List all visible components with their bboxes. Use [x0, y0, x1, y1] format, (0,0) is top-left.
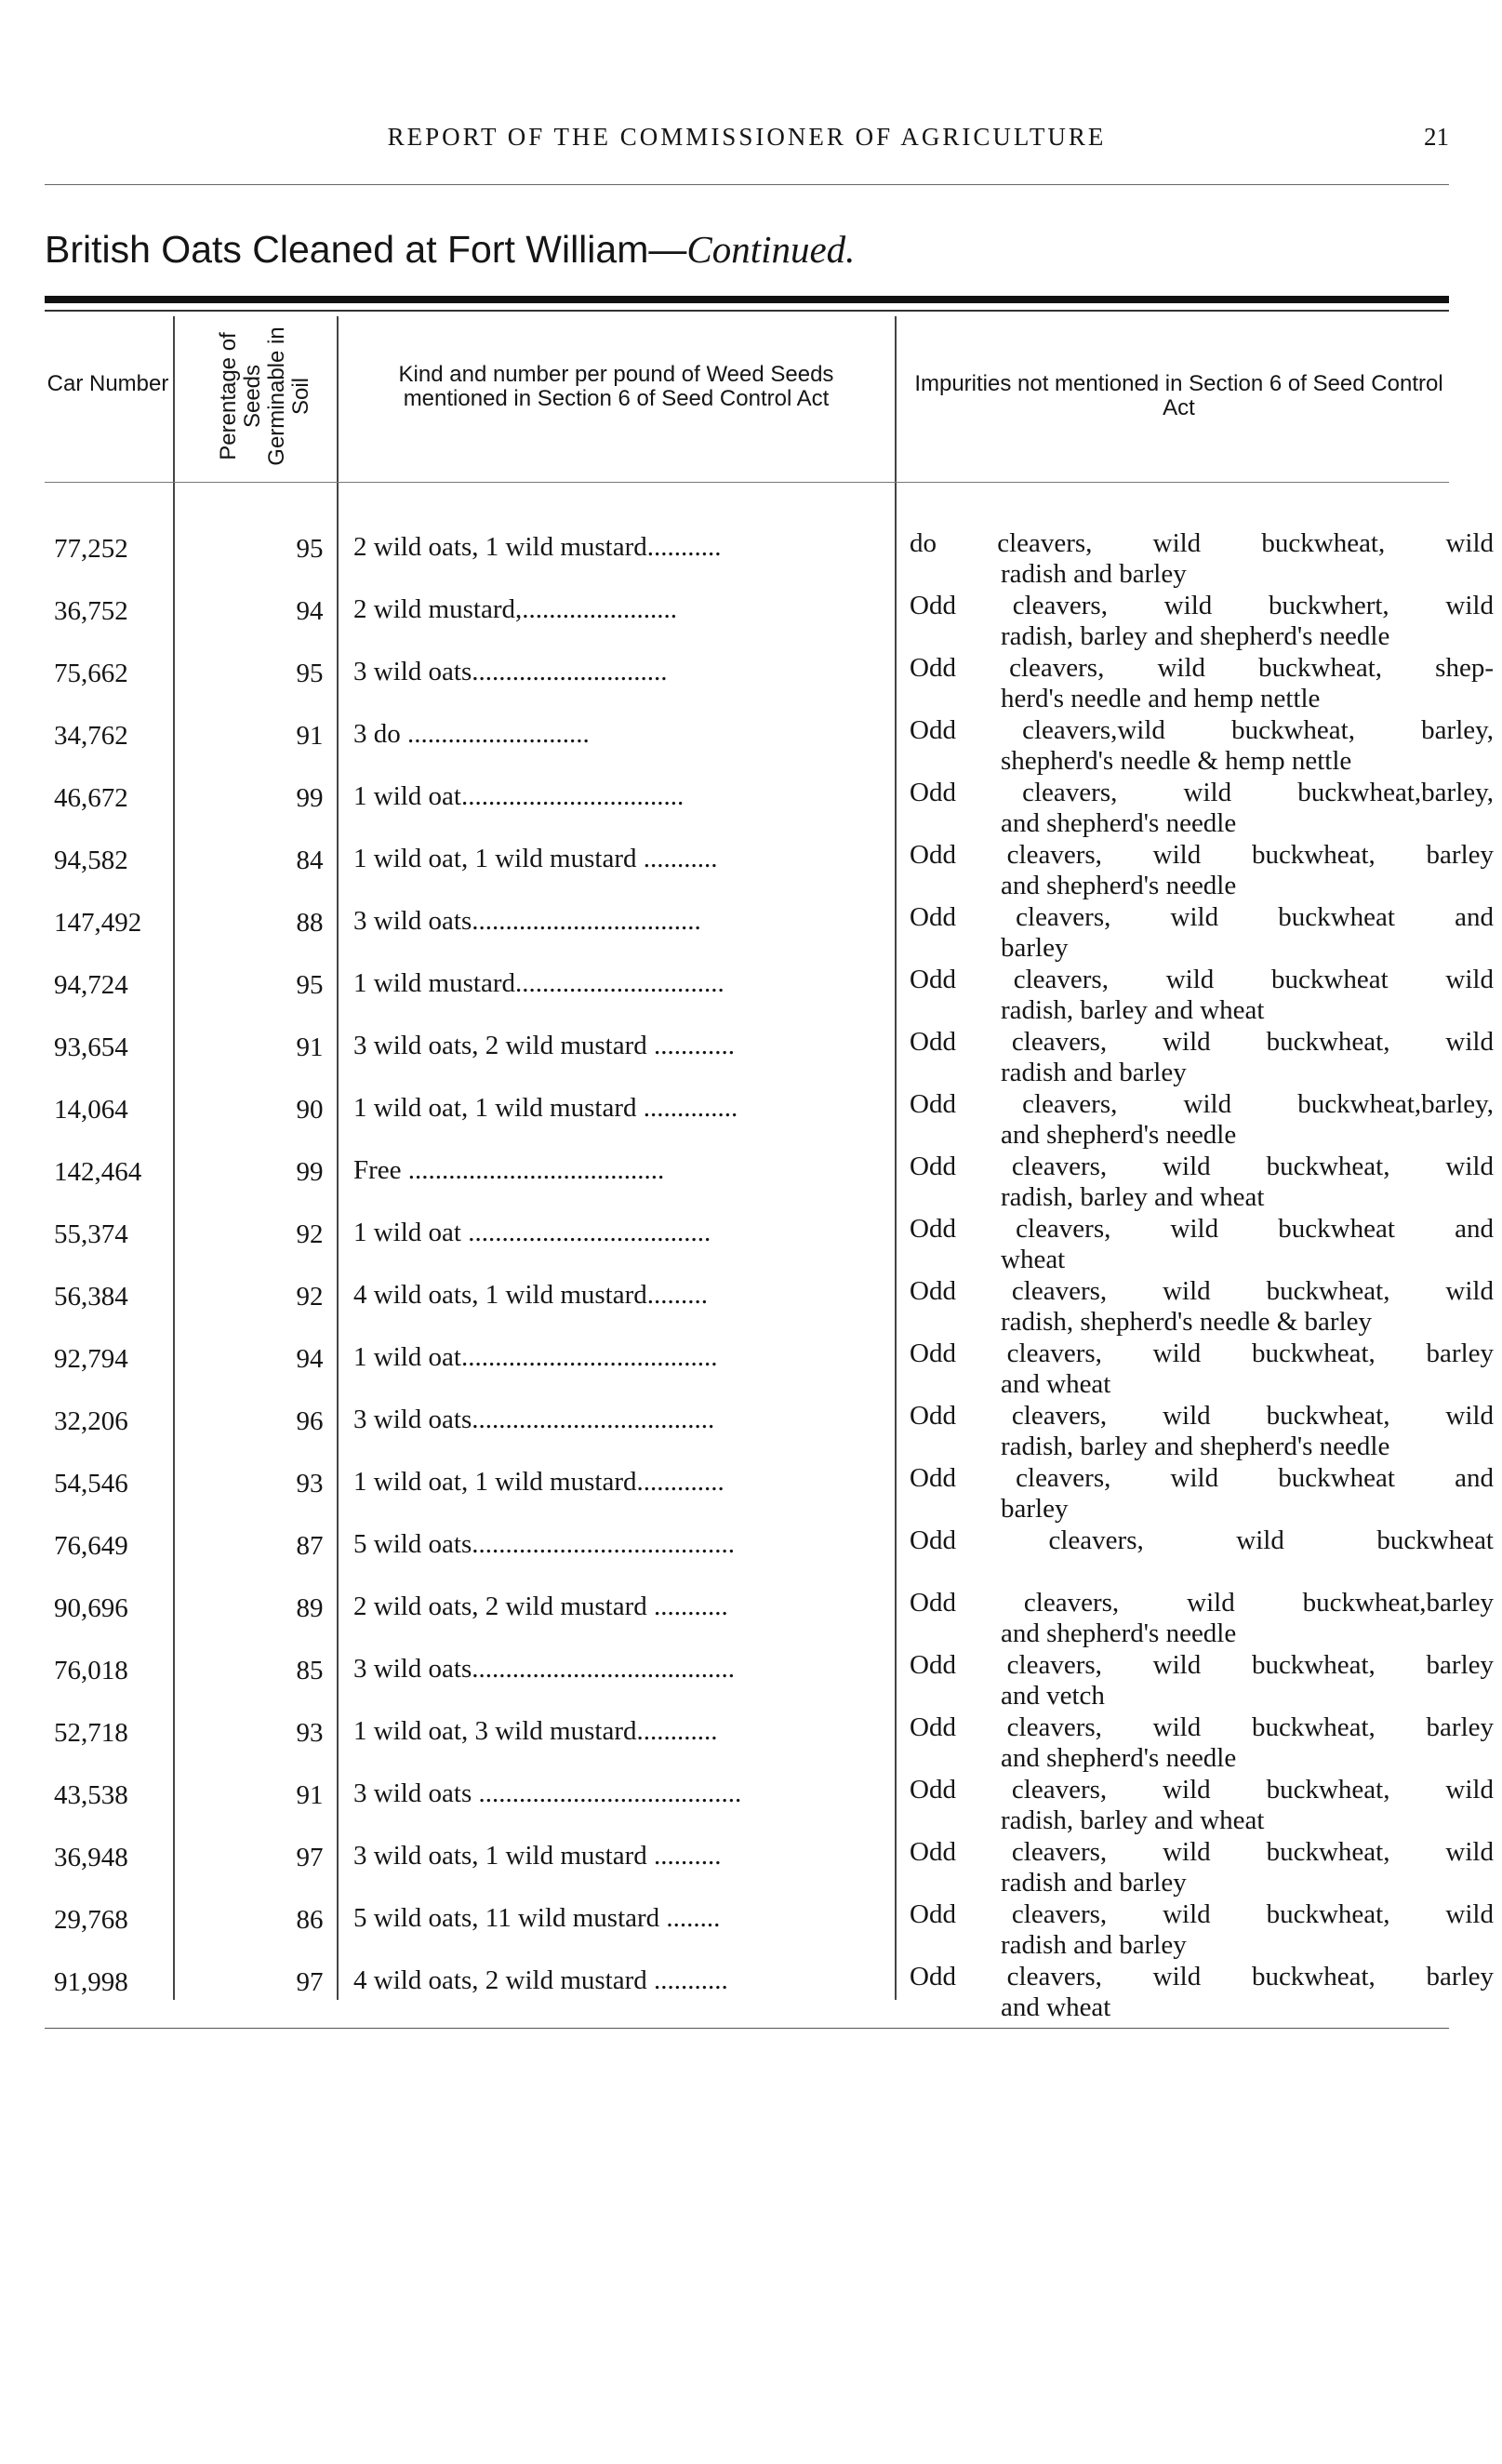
impurities-line-1: Odd cleavers, wild buckwheat,barley,	[910, 1089, 1494, 1119]
weed-seeds: 3 wild oats..................................	[353, 906, 701, 936]
car-number: 142,464	[54, 1157, 142, 1187]
germination-percentage: 96	[296, 1406, 324, 1436]
weed-seeds: 1 wild mustard...............................	[353, 968, 724, 998]
table-row	[45, 1206, 1494, 1274]
impurities	[910, 1152, 1494, 1213]
car-number: 76,649	[54, 1531, 128, 1561]
impurities	[910, 1401, 1494, 1462]
impurities-line-1: Odd cleavers, wild buckwheat, wild	[910, 1899, 1494, 1929]
table-row	[45, 521, 1494, 589]
car-number: 93,654	[54, 1032, 128, 1062]
running-head	[45, 119, 1449, 156]
car-number: 46,672	[54, 783, 128, 813]
weed-seeds: 2 wild oats, 1 wild mustard...........	[353, 532, 722, 562]
germination-percentage: 89	[296, 1593, 324, 1623]
car-number: 75,662	[54, 659, 128, 688]
impurities-line-2: and shepherd's needle	[1001, 871, 1237, 900]
car-number: 56,384	[54, 1282, 128, 1312]
table-row	[45, 1393, 1494, 1461]
germination-percentage: 88	[296, 908, 324, 938]
impurities-line-2: and vetch	[1001, 1681, 1105, 1711]
page-number: 21	[1424, 123, 1449, 151]
impurities	[910, 1775, 1494, 1836]
impurities-line-2: barley	[1001, 933, 1069, 963]
impurities-line-1: Odd cleavers, wild buckwheat, wild	[910, 1027, 1494, 1057]
table-row	[45, 1331, 1494, 1399]
impurities-line-1: Odd cleavers, wild buckwheat, barley	[910, 1339, 1494, 1368]
column-header-car: Car Number	[47, 371, 169, 396]
impurities	[910, 715, 1494, 777]
car-number: 90,696	[54, 1593, 128, 1623]
weed-seeds: 4 wild oats, 1 wild mustard.........	[353, 1280, 709, 1310]
page-title-main: British Oats Cleaned at Fort William—	[45, 228, 687, 271]
impurities-line-2: radish, barley and shepherd's needle	[1001, 621, 1390, 651]
page-title-continued: Continued.	[686, 228, 856, 271]
car-number: 54,546	[54, 1469, 128, 1498]
table-row	[45, 1705, 1494, 1773]
impurities-line-2: and wheat	[1001, 1992, 1111, 2022]
impurities	[910, 1712, 1494, 1774]
impurities-line-1: Odd cleavers, wild buckwheat, shep-	[910, 653, 1494, 683]
weed-seeds: 3 wild oats, 2 wild mustard ............	[353, 1031, 736, 1060]
impurities-line-2: herd's needle and hemp nettle	[1001, 684, 1321, 713]
column-header-weed: Kind and number per pound of Weed Seeds mentioned in Section 6 of Seed Control Act	[398, 362, 834, 411]
germination-percentage: 94	[296, 1344, 324, 1374]
impurities	[910, 778, 1494, 839]
germination-percentage: 94	[296, 596, 324, 626]
germination-percentage: 93	[296, 1718, 324, 1748]
table-row	[45, 1767, 1494, 1835]
car-number: 14,064	[54, 1095, 128, 1125]
impurities-line-1: Odd cleavers, wild buckwheat and	[910, 1214, 1494, 1244]
impurities-line-2: and shepherd's needle	[1001, 1743, 1237, 1773]
weed-seeds: 3 wild oats, 1 wild mustard ..........	[353, 1841, 722, 1871]
weed-seeds: 2 wild mustard,.......................	[353, 594, 677, 624]
impurities-line-1: Odd cleavers, wild buckwheat, wild	[910, 1276, 1494, 1306]
impurities-line-1: Odd cleavers, wild buckwheat, barley	[910, 1712, 1494, 1742]
weed-seeds: 1 wild oat......................................	[353, 1342, 718, 1372]
impurities-line-2: radish and barley	[1001, 1930, 1187, 1960]
weed-seeds: 1 wild oat, 3 wild mustard............	[353, 1716, 718, 1746]
impurities-line-2: and shepherd's needle	[1001, 1618, 1237, 1648]
weed-seeds: 1 wild oat ....................................	[353, 1218, 711, 1247]
impurities	[910, 1027, 1494, 1088]
column-header-percentage	[195, 322, 335, 471]
germination-percentage: 90	[296, 1095, 324, 1125]
impurities-line-1: Odd cleavers, wild buckwheat	[910, 1525, 1494, 1555]
car-number: 92,794	[54, 1344, 128, 1374]
weed-seeds: 5 wild oats.......................................	[353, 1529, 736, 1559]
impurities	[910, 840, 1494, 901]
germination-percentage: 92	[296, 1282, 324, 1312]
impurities	[910, 1525, 1494, 1556]
table-top-rule	[45, 310, 1449, 312]
table-row	[45, 1269, 1494, 1337]
page-title	[45, 227, 855, 272]
column-header-percentage-text: Perentage of Seeds Germinable in Soil	[216, 326, 313, 466]
germination-percentage: 86	[296, 1905, 324, 1935]
impurities-line-1: Odd cleavers, wild buckwheat, wild	[910, 1837, 1494, 1867]
impurities	[910, 1650, 1494, 1711]
table-row	[45, 583, 1494, 651]
germination-percentage: 85	[296, 1656, 324, 1685]
weed-seeds: 1 wild oat, 1 wild mustard ...........	[353, 844, 718, 873]
title-thick-rule	[45, 296, 1449, 303]
table-row	[45, 1144, 1494, 1212]
impurities	[910, 591, 1494, 652]
table-row	[45, 708, 1494, 776]
impurities	[910, 1962, 1494, 2023]
impurities	[910, 528, 1494, 590]
germination-percentage: 99	[296, 1157, 324, 1187]
impurities-line-2: wheat	[1001, 1245, 1066, 1274]
impurities	[910, 1588, 1494, 1649]
impurities	[910, 902, 1494, 964]
germination-percentage: 87	[296, 1531, 324, 1561]
impurities-line-2: radish, barley and wheat	[1001, 995, 1265, 1025]
impurities-line-1: Odd cleavers, wild buckwheat and	[910, 1463, 1494, 1493]
impurities-line-2: radish, barley and wheat	[1001, 1805, 1265, 1835]
impurities-line-2: radish, barley and shepherd's needle	[1001, 1432, 1390, 1461]
impurities-line-1: Odd cleavers, wild buckwheat,barley,	[910, 778, 1494, 807]
weed-seeds: 1 wild oat, 1 wild mustard.............	[353, 1467, 724, 1497]
impurities-line-1: Odd cleavers, wild buckwheat, wild	[910, 1401, 1494, 1431]
car-number: 91,998	[54, 1967, 128, 1997]
table-row	[45, 1580, 1494, 1648]
germination-percentage: 91	[296, 721, 324, 751]
impurities-line-1: Odd cleavers, wild buckwheat and	[910, 902, 1494, 932]
impurities	[910, 1214, 1494, 1275]
table-row	[45, 957, 1494, 1025]
impurities	[910, 1089, 1494, 1151]
impurities	[910, 965, 1494, 1026]
germination-percentage: 95	[296, 659, 324, 688]
impurities-line-2: and shepherd's needle	[1001, 1120, 1237, 1150]
impurities-line-1: Odd cleavers, wild buckwheat wild	[910, 965, 1494, 994]
impurities	[910, 1339, 1494, 1400]
weed-seeds: 5 wild oats, 11 wild mustard ........	[353, 1903, 721, 1933]
header-rule	[45, 184, 1449, 185]
impurities-line-2: radish, barley and wheat	[1001, 1182, 1265, 1212]
weed-seeds: 4 wild oats, 2 wild mustard ...........	[353, 1965, 728, 1995]
impurities-line-1: Odd cleavers, wild buckwheat, wild	[910, 1775, 1494, 1805]
table-row	[45, 1954, 1494, 2022]
table-row	[45, 895, 1494, 963]
germination-percentage: 95	[296, 534, 324, 564]
car-number: 94,724	[54, 970, 128, 1000]
table-row	[45, 1019, 1494, 1087]
impurities-line-2: radish and barley	[1001, 1868, 1187, 1898]
impurities-line-2: radish, shepherd's needle & barley	[1001, 1307, 1373, 1337]
impurities-line-2: barley	[1001, 1494, 1069, 1524]
weed-seeds: Free ......................................	[353, 1155, 665, 1185]
impurities-line-1: Odd cleavers, wild buckwhert, wild	[910, 591, 1494, 620]
impurities-line-2: radish and barley	[1001, 1058, 1187, 1087]
impurities	[910, 653, 1494, 714]
impurities	[910, 1463, 1494, 1525]
impurities-line-1: Odd cleavers, wild buckwheat,barley	[910, 1588, 1494, 1618]
germination-percentage: 91	[296, 1780, 324, 1810]
car-number: 34,762	[54, 721, 128, 751]
table-row	[45, 1082, 1494, 1150]
car-number: 77,252	[54, 534, 128, 564]
car-number: 29,768	[54, 1905, 128, 1935]
impurities-line-1: Odd cleavers, wild buckwheat, barley	[910, 1650, 1494, 1680]
car-number: 52,718	[54, 1718, 128, 1748]
impurities	[910, 1837, 1494, 1898]
table-row	[45, 1892, 1494, 1960]
weed-seeds: 2 wild oats, 2 wild mustard ...........	[353, 1592, 728, 1621]
car-number: 36,752	[54, 596, 128, 626]
germination-percentage: 99	[296, 783, 324, 813]
weed-seeds: 3 do ...........................	[353, 719, 590, 749]
impurities-line-1: Odd cleavers, wild buckwheat, barley	[910, 1962, 1494, 1991]
weed-seeds: 3 wild oats.......................................	[353, 1654, 736, 1684]
germination-percentage: 97	[296, 1843, 324, 1872]
germination-percentage: 91	[296, 1032, 324, 1062]
germination-percentage: 93	[296, 1469, 324, 1498]
weed-seeds: 1 wild oat.................................	[353, 781, 685, 811]
table-row	[45, 646, 1494, 713]
weed-seeds: 3 wild oats .......................................	[353, 1778, 742, 1808]
germination-percentage: 92	[296, 1219, 324, 1249]
germination-percentage: 95	[296, 970, 324, 1000]
car-number: 55,374	[54, 1219, 128, 1249]
car-number: 76,018	[54, 1656, 128, 1685]
weed-seeds: 1 wild oat, 1 wild mustard ..............	[353, 1093, 738, 1123]
impurities	[910, 1276, 1494, 1338]
car-number: 32,206	[54, 1406, 128, 1436]
table-row	[45, 1518, 1494, 1580]
impurities-line-2: radish and barley	[1001, 559, 1187, 589]
impurities-line-2: and wheat	[1001, 1369, 1111, 1399]
table-row	[45, 832, 1494, 900]
table-row	[45, 770, 1494, 838]
car-number: 94,582	[54, 846, 128, 875]
impurities-line-2: shepherd's needle & hemp nettle	[1001, 746, 1352, 776]
car-number: 147,492	[54, 908, 142, 938]
table-row	[45, 1643, 1494, 1711]
impurities-line-1: Odd cleavers, wild buckwheat, wild	[910, 1152, 1494, 1181]
table-row	[45, 1456, 1494, 1524]
impurities-line-1: Odd cleavers,wild buckwheat, barley,	[910, 715, 1494, 745]
table-bottom-rule	[45, 2028, 1449, 2029]
car-number: 36,948	[54, 1843, 128, 1872]
germination-percentage: 97	[296, 1967, 324, 1997]
header-bottom-rule	[45, 482, 1449, 483]
column-header-impurities: Impurities not mentioned in Section 6 of Seed Control Act	[914, 371, 1443, 420]
table-row	[45, 1830, 1494, 1898]
germination-percentage: 84	[296, 846, 324, 875]
impurities	[910, 1899, 1494, 1961]
impurities-line-1: do cleavers, wild buckwheat, wild	[910, 528, 1494, 558]
impurities-line-1: Odd cleavers, wild buckwheat, barley	[910, 840, 1494, 870]
car-number: 43,538	[54, 1780, 128, 1810]
running-title: REPORT OF THE COMMISSIONER OF AGRICULTURE	[387, 123, 1107, 151]
weed-seeds: 3 wild oats.............................	[353, 657, 668, 686]
impurities-line-2: and shepherd's needle	[1001, 808, 1237, 838]
weed-seeds: 3 wild oats....................................	[353, 1405, 715, 1434]
